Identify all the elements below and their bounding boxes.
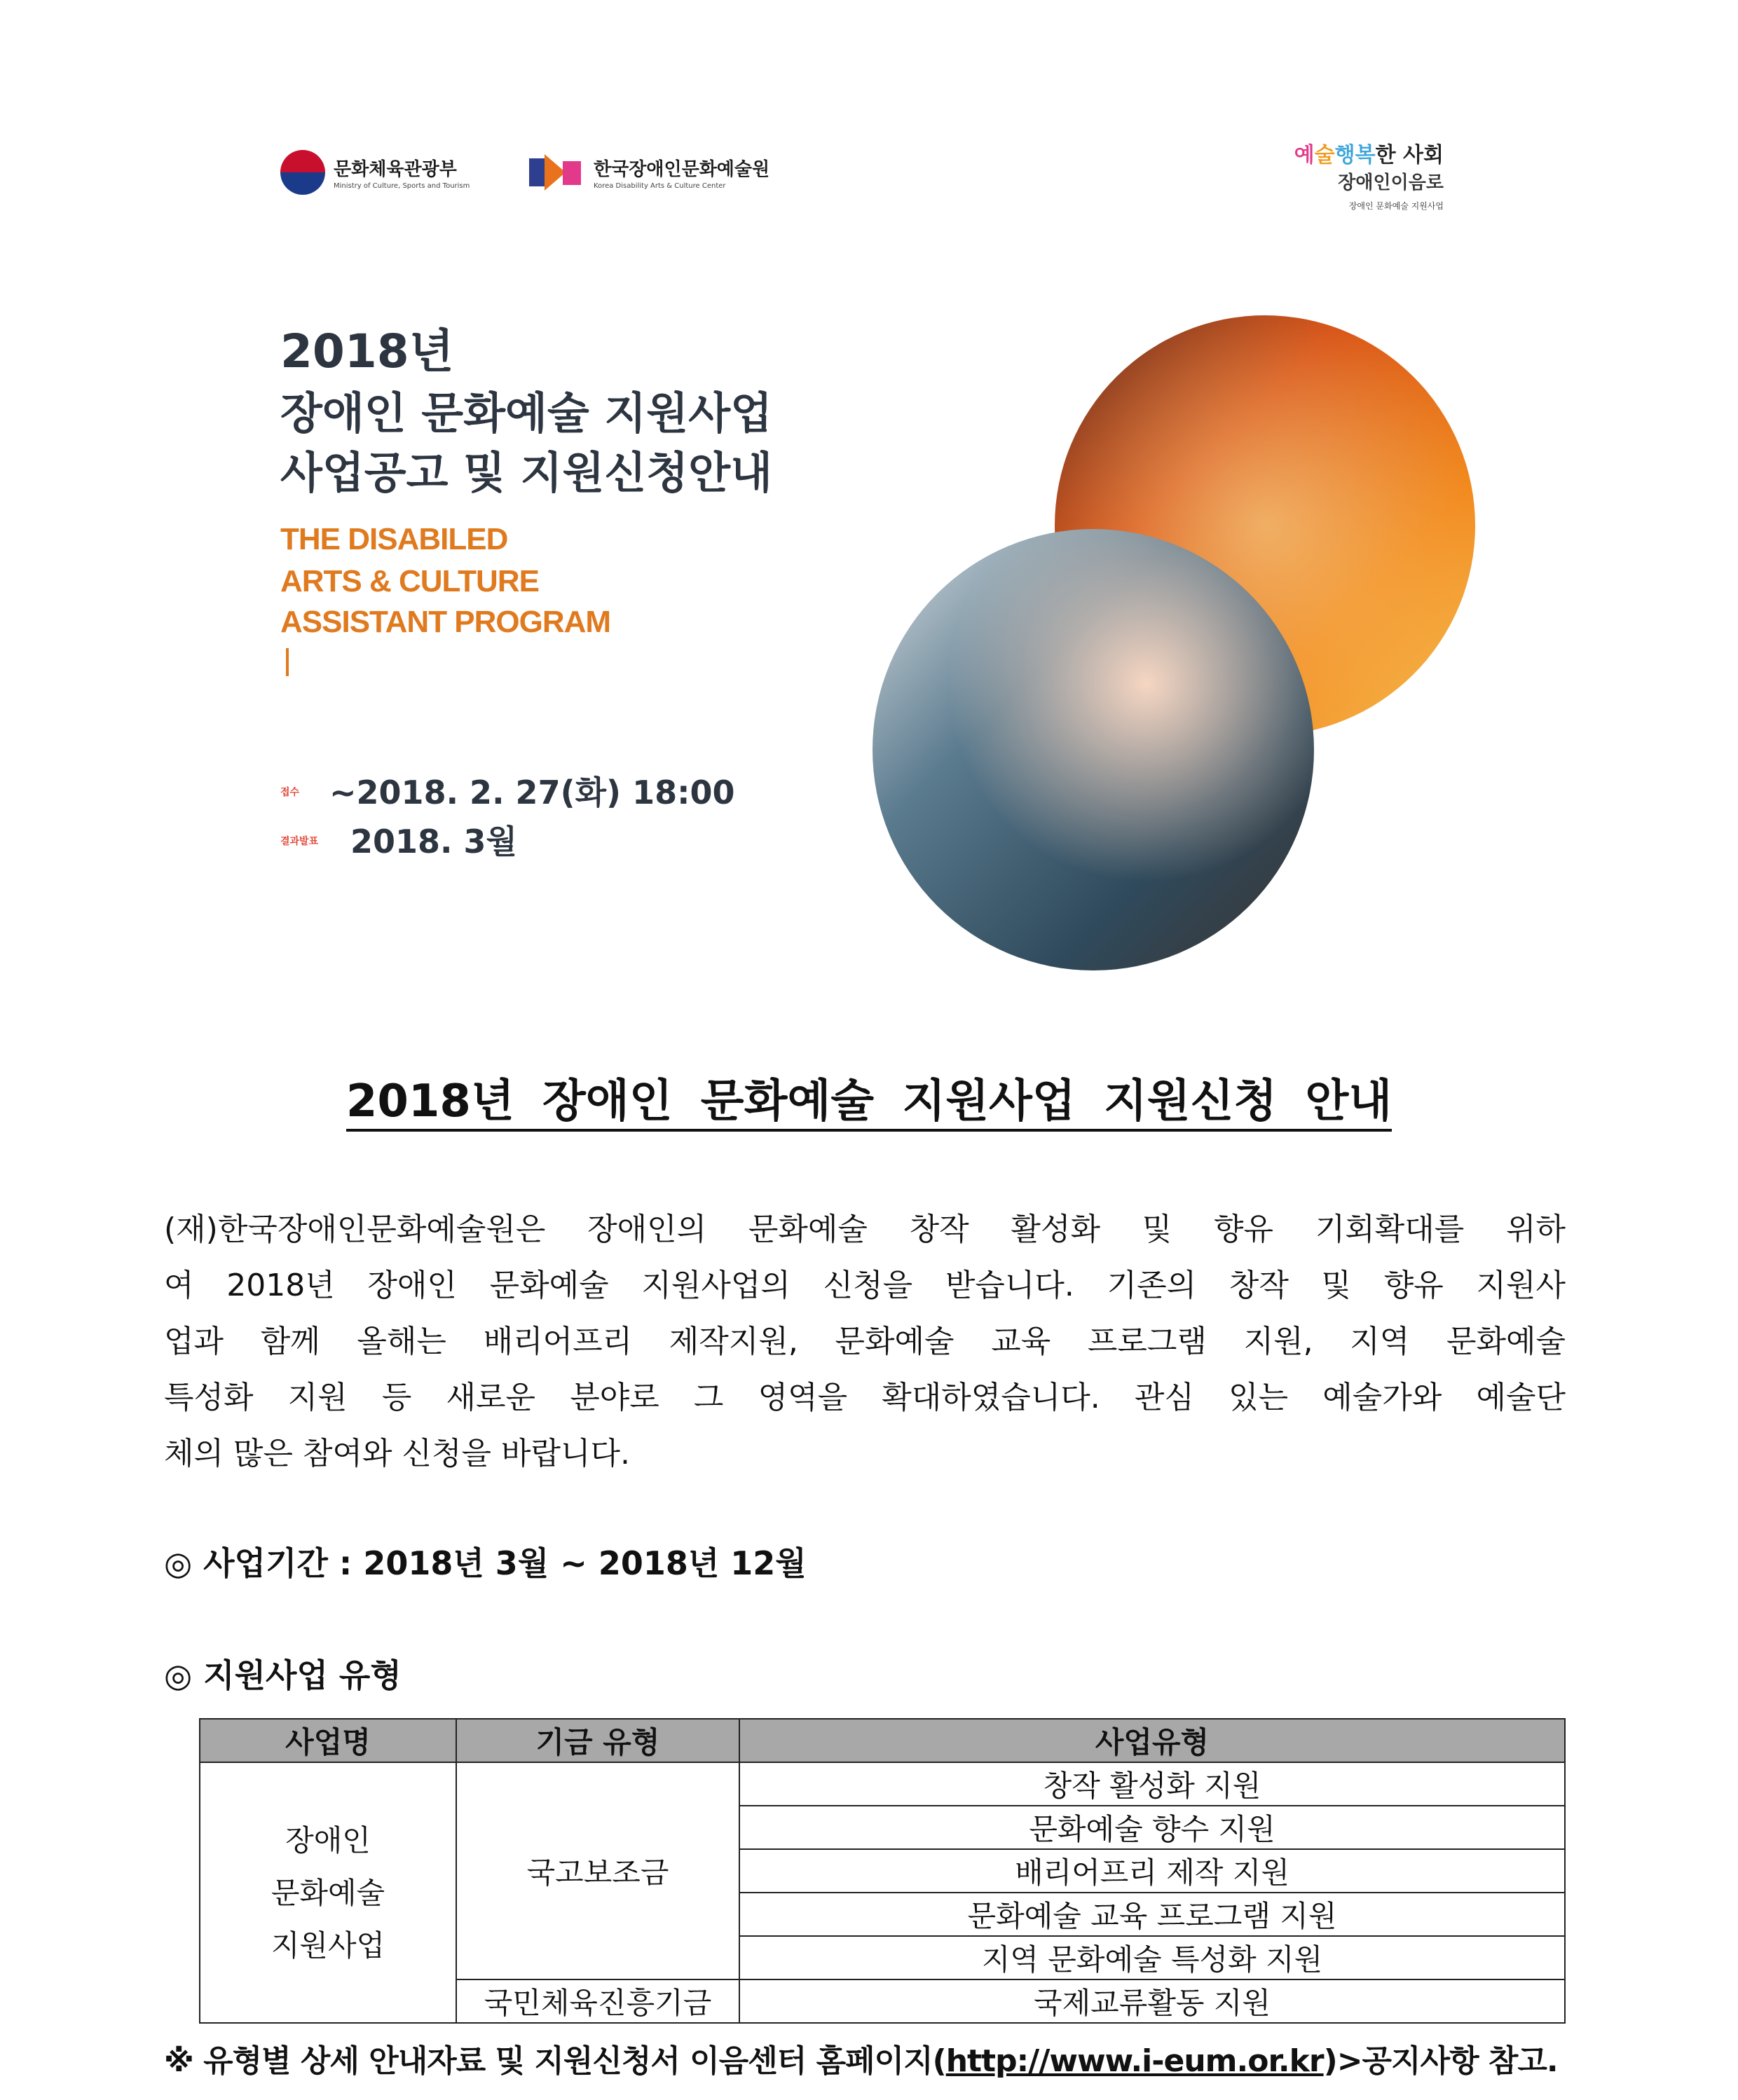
- ministry-name-en: Ministry of Culture, Sports and Tourism: [334, 182, 470, 190]
- ministry-name: 문화체육관광부: [334, 159, 457, 180]
- program-name-line: 지원사업: [271, 1928, 385, 1963]
- intro-line: 특성화 지원 등 새로운 분야로 그 영역을 확대하였습니다. 관심 있는 예술가와 예술단: [164, 1380, 1566, 1415]
- program-name-line: 장애인: [285, 1823, 371, 1858]
- eum-logo-text-b: 술: [1314, 143, 1335, 167]
- deadline-label: 접수: [280, 787, 300, 798]
- ministry-logo: [280, 147, 470, 198]
- period-heading: ◎ 사업기간 : 2018년 3월 ~ 2018년 12월: [164, 1544, 807, 1582]
- gradient-discs-illustration: [862, 308, 1521, 974]
- support-type-cell: 배리어프리 제작 지원: [739, 1849, 1565, 1893]
- kdac-name-en: Korea Disability Arts & Culture Center: [594, 182, 726, 190]
- intro-line: 체의 많은 참여와 신청을 바랍니다.: [164, 1436, 630, 1471]
- eum-logo-text-d: 한 사회: [1375, 143, 1444, 167]
- deadline-date: ~2018. 2. 27(화) 18:00: [329, 774, 735, 811]
- program-name-line: 문화예술: [271, 1875, 385, 1910]
- header-support-type: 사업유형: [739, 1719, 1565, 1762]
- kdac-logo: [529, 147, 769, 198]
- footnote-suffix: )>공지사항 참고.: [1323, 2043, 1558, 2079]
- intro-paragraph: [164, 1202, 1566, 1482]
- fund-national-cell: 국고보조금: [456, 1762, 739, 1979]
- result-date: 2018. 3월: [350, 823, 517, 860]
- result-label: 결과발표: [280, 836, 319, 847]
- homepage-link[interactable]: http://www.i-eum.or.kr: [945, 2043, 1324, 2079]
- fund-sports-cell: 국민체육진흥기금: [456, 1979, 739, 2023]
- support-types-table: [199, 1718, 1566, 2024]
- eum-logo-mid: 장애인이음로: [1338, 172, 1444, 193]
- eum-logo-text-c: 행복: [1334, 143, 1376, 167]
- poster-year: 2018년: [280, 324, 454, 378]
- taegeuk-icon: [280, 150, 325, 195]
- eum-logo-text-a: 예: [1294, 143, 1315, 167]
- kdac-mark-icon: [529, 154, 585, 191]
- program-name-cell: [200, 1762, 456, 2023]
- support-type-cell: 창작 활성화 지원: [739, 1762, 1565, 1806]
- intro-line: 업과 함께 올해는 배리어프리 제작지원, 문화예술 교육 프로그램 지원, 지역 문화예술: [164, 1324, 1566, 1359]
- poster-english-line1: THE DISABILED: [280, 522, 508, 556]
- header-fund-type: 기금 유형: [456, 1719, 739, 1762]
- support-type-cell: 국제교류활동 지원: [739, 1979, 1565, 2023]
- document-title-text: 2018년 장애인 문화예술 지원사업 지원신청 안내: [346, 1076, 1392, 1132]
- eum-logo-sub: 장애인 문화예술 지원사업: [1348, 201, 1444, 211]
- types-heading: ◎ 지원사업 유형: [164, 1656, 402, 1694]
- support-type-cell: 문화예술 향수 지원: [739, 1806, 1565, 1849]
- poster: [259, 126, 1514, 974]
- intro-line: 여 2018년 장애인 문화예술 지원사업의 신청을 받습니다. 기존의 창작 및 향유 지원사: [164, 1268, 1566, 1303]
- kdac-name: 한국장애인문화예술원: [594, 159, 770, 180]
- header-program-name: 사업명: [200, 1719, 456, 1762]
- support-type-cell: 지역 문화예술 특성화 지원: [739, 1936, 1565, 1979]
- intro-line: (재)한국장애인문화예술원은 장애인의 문화예술 창작 활성화 및 향유 기회확대를 위하: [164, 1212, 1566, 1247]
- poster-cursor-bar: [286, 648, 289, 676]
- poster-title-line1: 장애인 문화예술 지원사업: [280, 387, 772, 439]
- footnote: [164, 2036, 1558, 2080]
- poster-title-line2: 사업공고 및 지원신청안내: [280, 447, 772, 498]
- support-type-cell: 문화예술 교육 프로그램 지원: [739, 1893, 1565, 1936]
- footnote-prefix: ※ 유형별 상세 안내자료 및 지원신청서 이음센터 홈페이지(: [164, 2043, 946, 2079]
- poster-english-line3: ASSISTANT PROGRAM: [280, 605, 611, 639]
- eum-logo: [1294, 144, 1444, 212]
- blue-disc-glow: [873, 529, 1314, 970]
- document-title: [0, 1065, 1738, 1130]
- table-row: [200, 1762, 1565, 1806]
- poster-english-line2: ARTS & CULTURE: [280, 564, 539, 598]
- table-header-row: [200, 1719, 1565, 1762]
